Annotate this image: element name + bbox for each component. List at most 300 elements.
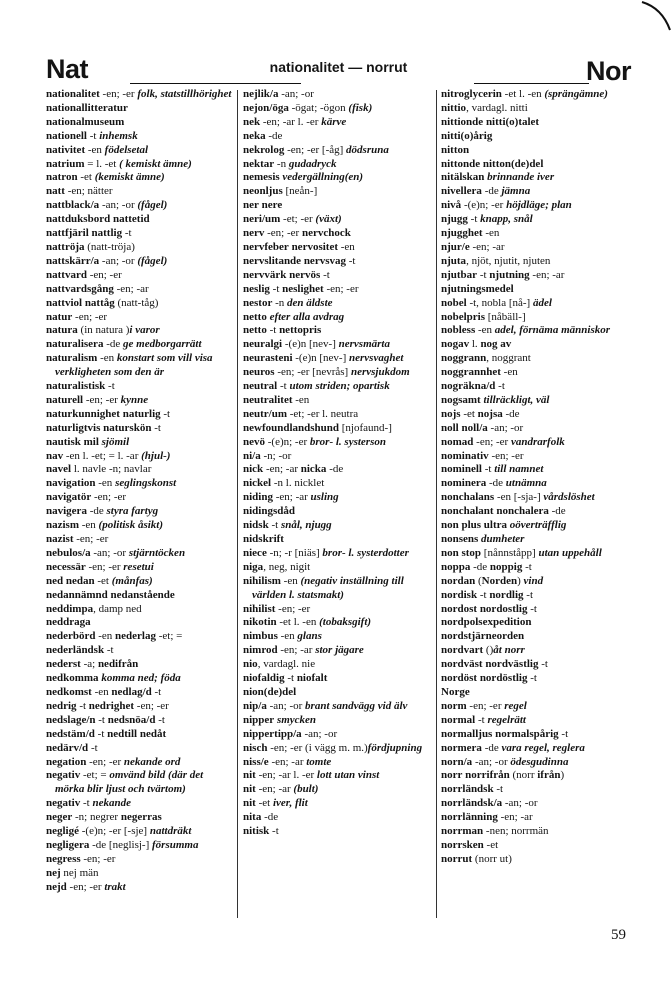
entry-headword: necessär	[46, 560, 86, 573]
dictionary-entry	[46, 213, 232, 227]
entry-translation: knapp, snål	[480, 213, 533, 226]
entry-translation: fördjupning	[367, 741, 423, 754]
entry-headword: neonljus	[243, 185, 283, 198]
entry-grammar: -en; -er	[86, 268, 122, 281]
entry-grammar: -(e)n; -er [-sje]	[79, 825, 150, 838]
entry-headword: naturell	[46, 393, 84, 406]
entry-grammar: -de	[481, 741, 502, 754]
entry-headword: nedärv/d	[46, 741, 89, 754]
entry-grammar: -en; -er	[264, 227, 302, 240]
entry-headword: ni/a	[243, 449, 261, 462]
entry-headword: nattfjäril	[46, 227, 89, 240]
dictionary-entry	[243, 672, 429, 686]
entry-headword: njutbar	[441, 268, 478, 281]
dictionary-entry	[46, 436, 232, 450]
dictionary-entry	[46, 227, 232, 241]
dictionary-entry	[243, 547, 429, 561]
entry-translation: brinnande iver	[487, 171, 555, 184]
dictionary-entry	[46, 422, 232, 436]
entry-variant: niofalt	[296, 672, 328, 685]
entry-headword: navel	[46, 463, 72, 476]
entry-translation: lott utan vinst	[316, 769, 380, 782]
entry-grammar: -et	[77, 171, 95, 184]
entry-headword: nittonde	[441, 157, 481, 170]
entry-grammar: -t	[477, 268, 490, 281]
entry-headword: nazist	[46, 533, 74, 545]
dictionary-entry	[441, 171, 631, 185]
entry-translation: folk, statstillhörighet	[137, 88, 232, 100]
entry-grammar: -an; -or	[99, 199, 138, 212]
entry-variant: mil	[83, 435, 99, 448]
entry-grammar: -de	[103, 338, 123, 351]
entry-headword: navigera	[46, 505, 87, 518]
entry-headword: negligé	[46, 825, 79, 838]
entry-translation: vandrarfolk	[510, 435, 565, 448]
entry-headword: norrlänning	[441, 811, 498, 824]
entry-variant: neslighet	[282, 282, 324, 295]
dictionary-entry	[46, 505, 232, 519]
entry-headword: noggrann	[441, 352, 487, 365]
entry-translation: nervsmärta	[338, 338, 390, 351]
entry-headword: naturkunnighet	[46, 407, 120, 420]
entry-translation: jämna	[501, 185, 531, 198]
dictionary-entry	[243, 728, 429, 742]
dictionary-entry	[46, 714, 232, 728]
entry-grammar: -en; -er	[323, 282, 359, 295]
entry-grammar: , vardagl. nitti	[466, 101, 528, 114]
dictionary-entry	[46, 589, 232, 603]
entry-headword: noggrannhet	[441, 366, 501, 379]
entry-translation: vara regel, reglera	[501, 741, 585, 754]
dictionary-entry	[243, 102, 429, 116]
entry-grammar: -t	[105, 380, 115, 393]
dictionary-entry	[441, 575, 631, 589]
entry-translation: (fågel)	[137, 199, 168, 212]
dictionary-entry	[46, 547, 232, 561]
dictionary-entry	[441, 616, 631, 630]
entry-headword: natura	[46, 324, 78, 337]
entry-translation: resetui	[123, 560, 154, 573]
dictionary-entry	[243, 311, 429, 325]
entry-grammar: -en; -ar	[268, 755, 307, 768]
entry-variant: nordvästlig	[485, 658, 539, 671]
entry-headword: nederländsk	[46, 644, 105, 657]
dictionary-entry	[441, 672, 631, 686]
dictionary-entry	[441, 269, 631, 283]
entry-grammar: -de	[326, 463, 344, 476]
dictionary-entry	[46, 171, 232, 185]
dictionary-entry	[441, 311, 631, 325]
dictionary-entry	[243, 130, 429, 144]
entry-variant: nattåg	[84, 296, 115, 309]
dictionary-entry	[243, 797, 429, 811]
entry-headword: nion(de)del	[243, 685, 297, 698]
entry-grammar: , noggrant	[486, 352, 531, 365]
entry-headword: negativ	[46, 797, 81, 810]
right-guide-word: Nor	[586, 56, 631, 86]
entry-headword: nipper	[243, 713, 275, 726]
dictionary-entry	[46, 130, 232, 144]
dictionary-entry	[46, 686, 232, 700]
entry-headword: nivellera	[441, 185, 482, 198]
dictionary-entry	[441, 714, 631, 728]
entry-translation: styra fartyg	[106, 505, 159, 518]
entry-translation: ädel	[532, 296, 552, 309]
dictionary-entry	[243, 297, 429, 311]
entry-headword: niss/e	[243, 755, 269, 768]
dictionary-entry	[46, 255, 232, 269]
dictionary-entry	[46, 533, 232, 547]
entry-variant: nordöstlig	[479, 672, 528, 685]
entry-headword: nivå	[441, 199, 462, 212]
dictionary-entry	[441, 352, 631, 366]
dictionary-entry	[441, 185, 631, 199]
entry-grammar: -en	[500, 366, 518, 379]
dictionary-entry	[441, 88, 631, 102]
entry-grammar: (natt-tröja)	[84, 240, 135, 253]
entry-headword: nattduksbord	[46, 213, 111, 226]
dictionary-entry	[46, 241, 232, 255]
dictionary-entry	[243, 227, 429, 241]
dictionary-entry	[46, 324, 232, 338]
entry-translation: sjömil	[98, 435, 130, 448]
entry-grammar: -nen; norrmän	[483, 825, 549, 838]
entry-headword: nimrod	[243, 644, 278, 657]
entry-headword: nonchalans	[441, 491, 495, 504]
entry-variant: nervsvag	[303, 254, 346, 267]
dictionary-entry	[46, 519, 232, 533]
entry-grammar: -de	[86, 505, 107, 518]
dictionary-entry	[441, 756, 631, 770]
entry-variant: noppig	[489, 560, 523, 573]
entry-headword: njur/e	[441, 240, 470, 253]
entry-headword: nervvärk	[243, 268, 287, 281]
entry-headword: Norge	[441, 685, 470, 698]
dictionary-entry	[46, 756, 232, 770]
entry-translation: födelsetal	[104, 143, 149, 156]
dictionary-entry	[46, 102, 232, 116]
entry-headword: nio	[243, 658, 258, 671]
dictionary-entry	[243, 825, 429, 839]
dictionary-entry	[46, 297, 232, 311]
entry-grammar: -ögat; -ögon	[288, 101, 349, 114]
entry-grammar: -en	[95, 630, 116, 643]
dictionary-entry	[46, 797, 232, 811]
entry-translation: utan uppehåll	[538, 546, 602, 559]
entry-variant: Norden	[481, 574, 518, 587]
entry-headword: njugghet	[441, 227, 483, 240]
entry-headword: nedkomma	[46, 672, 99, 685]
dictionary-entry	[441, 116, 631, 130]
entry-headword: natron	[46, 171, 78, 184]
entry-variant: nog av	[480, 338, 512, 351]
entry-grammar: -en; -ar	[113, 282, 149, 295]
entry-grammar: -t	[151, 421, 161, 434]
entry-grammar: -en; -er	[99, 88, 138, 100]
entry-grammar: -en	[97, 352, 117, 365]
entry-grammar: , neg, nigit	[263, 560, 311, 573]
dictionary-entry	[243, 283, 429, 297]
entry-variant: nordlig	[489, 588, 524, 601]
entry-headword: nattröja	[46, 240, 85, 253]
entry-grammar: -en; -er	[86, 755, 124, 768]
entry-headword: nejon/öga	[243, 101, 289, 114]
entry-translation: komma ned; föda	[101, 672, 181, 685]
entry-translation: (tobaksgift)	[319, 616, 372, 629]
dictionary-entry	[441, 728, 631, 742]
entry-headword: natrium	[46, 157, 85, 170]
entry-translation: nervsjukdom	[350, 366, 410, 379]
entry-headword: nitroglycerin	[441, 88, 502, 100]
dictionary-entry	[441, 338, 631, 352]
entry-grammar: -en; -er	[275, 602, 311, 615]
entry-grammar: -t	[155, 713, 165, 726]
entry-headword: nimbus	[243, 630, 278, 643]
entry-translation: höjdläge; plan	[506, 199, 572, 212]
dictionary-entry	[46, 88, 232, 102]
entry-grammar: -en; -er	[134, 699, 169, 712]
entry-headword: nazism	[46, 519, 79, 532]
entry-headword: norrländsk	[441, 783, 494, 796]
entry-grammar: -de	[470, 560, 490, 573]
entry-translation: kynne	[120, 393, 149, 406]
entry-headword: nationell	[46, 129, 87, 142]
entry-grammar: -t	[320, 268, 330, 281]
dictionary-entry	[46, 603, 232, 617]
entry-grammar: -de	[486, 477, 506, 490]
entry-variant: njutning	[489, 268, 530, 281]
entry-translation: vedergällning(en)	[282, 171, 364, 184]
entry-grammar: -t	[86, 129, 100, 142]
entry-headword: nominativ	[441, 449, 489, 462]
dictionary-entry	[441, 547, 631, 561]
entry-headword: nordan	[441, 574, 476, 587]
entry-headword: nittio	[441, 101, 467, 114]
dictionary-entry	[441, 742, 631, 756]
entry-headword: neutr/um	[243, 407, 287, 420]
entry-translation: tillräckligt, väl	[483, 393, 550, 406]
dictionary-entry	[46, 853, 232, 867]
entry-grammar: (natt-tåg)	[114, 296, 159, 309]
entry-translation: ge medborgarrätt	[123, 338, 202, 351]
entry-variant: nattlig	[91, 227, 123, 240]
entry-grammar: -t	[475, 713, 488, 726]
entry-headword: nemesis	[243, 171, 280, 184]
entry-grammar: -en; -ar	[497, 811, 533, 824]
entry-grammar: [nånnståpp]	[481, 546, 539, 559]
dictionary-entry	[243, 352, 429, 366]
dictionary-entry	[441, 769, 631, 783]
entry-headword: njugg	[441, 213, 468, 226]
entry-variant: nicka	[300, 463, 327, 476]
dictionary-entry	[441, 366, 631, 380]
entry-headword: nordvart	[441, 644, 484, 657]
entry-grammar: -en	[292, 393, 310, 406]
entry-translation: efter alla avdrag	[269, 310, 345, 323]
entry-translation: åt norr	[493, 644, 525, 657]
entry-grammar: -an; -or	[472, 755, 511, 768]
entry-variant: naturskön	[103, 421, 152, 434]
dictionary-entry	[243, 783, 429, 797]
entry-grammar: -en; -ar	[263, 463, 301, 476]
entry-headword: norrsken	[441, 838, 484, 851]
entry-translation: (växt)	[315, 213, 342, 226]
entry-translation: (bult)	[293, 783, 319, 796]
entry-grammar: = l. -et	[84, 157, 120, 170]
entry-variant: ifrån	[537, 769, 561, 782]
entry-grammar: -t	[527, 672, 537, 685]
entry-headword: navigatör	[46, 491, 92, 504]
entry-variant: nordostlig	[479, 602, 528, 615]
dictionary-entry	[46, 616, 232, 630]
dictionary-entry	[243, 644, 429, 658]
entry-grammar: (in natura	[77, 324, 126, 337]
entry-translation: (fisk)	[348, 101, 373, 114]
entry-variant: nojsa	[477, 407, 503, 420]
entry-headword: nidskrift	[243, 533, 284, 545]
dictionary-entry	[46, 380, 232, 394]
entry-headword: nevö	[243, 435, 265, 448]
entry-translation: utom striden; opartisk	[289, 380, 390, 393]
dictionary-entry	[243, 269, 429, 283]
dictionary-entry	[243, 422, 429, 436]
dictionary-entry	[46, 311, 232, 325]
entry-headword: nordöst	[441, 672, 478, 685]
entry-headword: nominera	[441, 477, 487, 490]
dictionary-entry	[243, 686, 429, 700]
dictionary-entry	[243, 658, 429, 672]
entry-headword: naturalism	[46, 352, 98, 365]
entry-grammar: -an; -or	[301, 727, 338, 740]
dictionary-entry	[46, 352, 232, 380]
column-divider	[436, 90, 437, 918]
entry-headword: non stop	[441, 546, 482, 559]
dictionary-entry	[441, 283, 631, 297]
entry-headword: normera	[441, 741, 482, 754]
entry-grammar: -t	[94, 727, 108, 740]
entry-translation: brant sandvägg vid älv	[305, 699, 408, 712]
entry-headword: nitti(o)årig	[441, 129, 493, 142]
entry-grammar: -et l. -en	[501, 88, 545, 100]
entry-grammar: -en; -ar l. -er	[260, 115, 322, 128]
entry-grammar: -t	[160, 407, 171, 420]
dictionary-entry	[243, 575, 429, 603]
dictionary-entry	[46, 450, 232, 464]
entry-grammar: -en	[95, 477, 116, 490]
entry-grammar: -t	[269, 282, 283, 295]
entry-grammar: -et	[255, 797, 273, 810]
dictionary-entry	[46, 144, 232, 158]
entry-headword: normal	[441, 713, 476, 726]
entry-grammar: -en	[280, 574, 301, 587]
entry-headword: nita	[243, 811, 262, 824]
dictionary-entry	[46, 881, 232, 895]
entry-translation: adel, förnäma människor	[494, 324, 611, 337]
entry-grammar: , damp ned	[93, 602, 142, 615]
entry-grammar: -en	[475, 324, 495, 337]
dictionary-entry	[243, 533, 429, 547]
entry-headword: nedstäm/d	[46, 727, 95, 740]
dictionary-entry	[441, 297, 631, 311]
entry-grammar: -(e)n; -er	[265, 435, 310, 448]
dictionary-entry	[441, 241, 631, 255]
entry-headword: nit	[243, 797, 256, 810]
entry-grammar: -t	[269, 825, 279, 838]
entry-grammar: -en	[85, 143, 105, 156]
dictionary-entry	[243, 714, 429, 728]
entry-headword: neger	[46, 811, 73, 824]
entry-variant: nedifrån	[97, 658, 139, 671]
entry-grammar: -an; -or	[278, 88, 314, 100]
dictionary-entry	[441, 811, 631, 825]
dictionary-entry	[46, 158, 232, 172]
entry-grammar: )	[125, 324, 130, 337]
entry-grammar: -t	[495, 380, 505, 393]
dictionary-entry	[441, 686, 631, 700]
entry-grammar: -en; -ar	[529, 268, 565, 281]
dictionary-entry	[46, 769, 232, 797]
entry-grammar: -en; -er	[66, 880, 105, 893]
entry-translation: omvänd bild (där det mörka blir ljust och tvärtom)	[55, 769, 204, 796]
entry-translation: nekande ord	[123, 755, 181, 768]
entry-grammar: -t	[268, 519, 281, 532]
dictionary-entry	[441, 422, 631, 436]
entry-grammar: nej män	[60, 866, 99, 879]
dictionary-entry	[441, 450, 631, 464]
entry-grammar: -t	[88, 741, 98, 754]
entry-translation: smycken	[276, 713, 317, 726]
dictionary-entry	[46, 867, 232, 881]
entry-variant: nedanstående	[110, 588, 175, 601]
dictionary-entry	[441, 213, 631, 227]
entry-translation: iver, flit	[272, 797, 308, 810]
header-rule-left	[130, 83, 301, 84]
dictionary-entry	[441, 700, 631, 714]
entry-grammar: -(e)n [nev-]	[282, 338, 339, 351]
entry-headword: norm	[441, 699, 467, 712]
page-range-title: nationalitet — norrut	[269, 59, 408, 75]
entry-headword: nordost	[441, 602, 478, 615]
entry-headword: negligera	[46, 838, 90, 851]
entry-headword: neka	[243, 129, 266, 142]
entry-translation: oöverträfflig	[509, 519, 567, 532]
dictionary-entry	[243, 185, 429, 199]
page-corner-curl	[640, 0, 672, 32]
entry-headword: nej	[46, 866, 61, 879]
entry-headword: netto	[243, 324, 267, 337]
entry-headword: natur	[46, 310, 73, 323]
entry-grammar: -et; =	[80, 769, 110, 782]
entry-headword: nejd	[46, 880, 67, 893]
dictionary-entry	[441, 491, 631, 505]
entry-grammar: -en	[91, 685, 112, 698]
dictionary-entry	[441, 505, 631, 519]
dictionary-entry	[46, 338, 232, 352]
dictionary-entry	[46, 742, 232, 756]
entry-translation: (hjul-)	[141, 449, 171, 462]
entry-grammar: -t	[277, 380, 290, 393]
entry-headword: ner	[243, 199, 259, 212]
entry-grammar: -t	[558, 727, 569, 740]
entry-grammar: -de	[261, 811, 279, 824]
entry-headword: nikotin	[243, 616, 277, 629]
entry-headword: norrman	[441, 825, 484, 838]
dictionary-entry	[441, 825, 631, 839]
dictionary-entry	[441, 436, 631, 450]
entry-translation: snål, njugg	[280, 519, 332, 532]
entry-grammar: -n; -r [niäs]	[266, 546, 323, 559]
entry-headword: nationallitteratur	[46, 101, 128, 114]
